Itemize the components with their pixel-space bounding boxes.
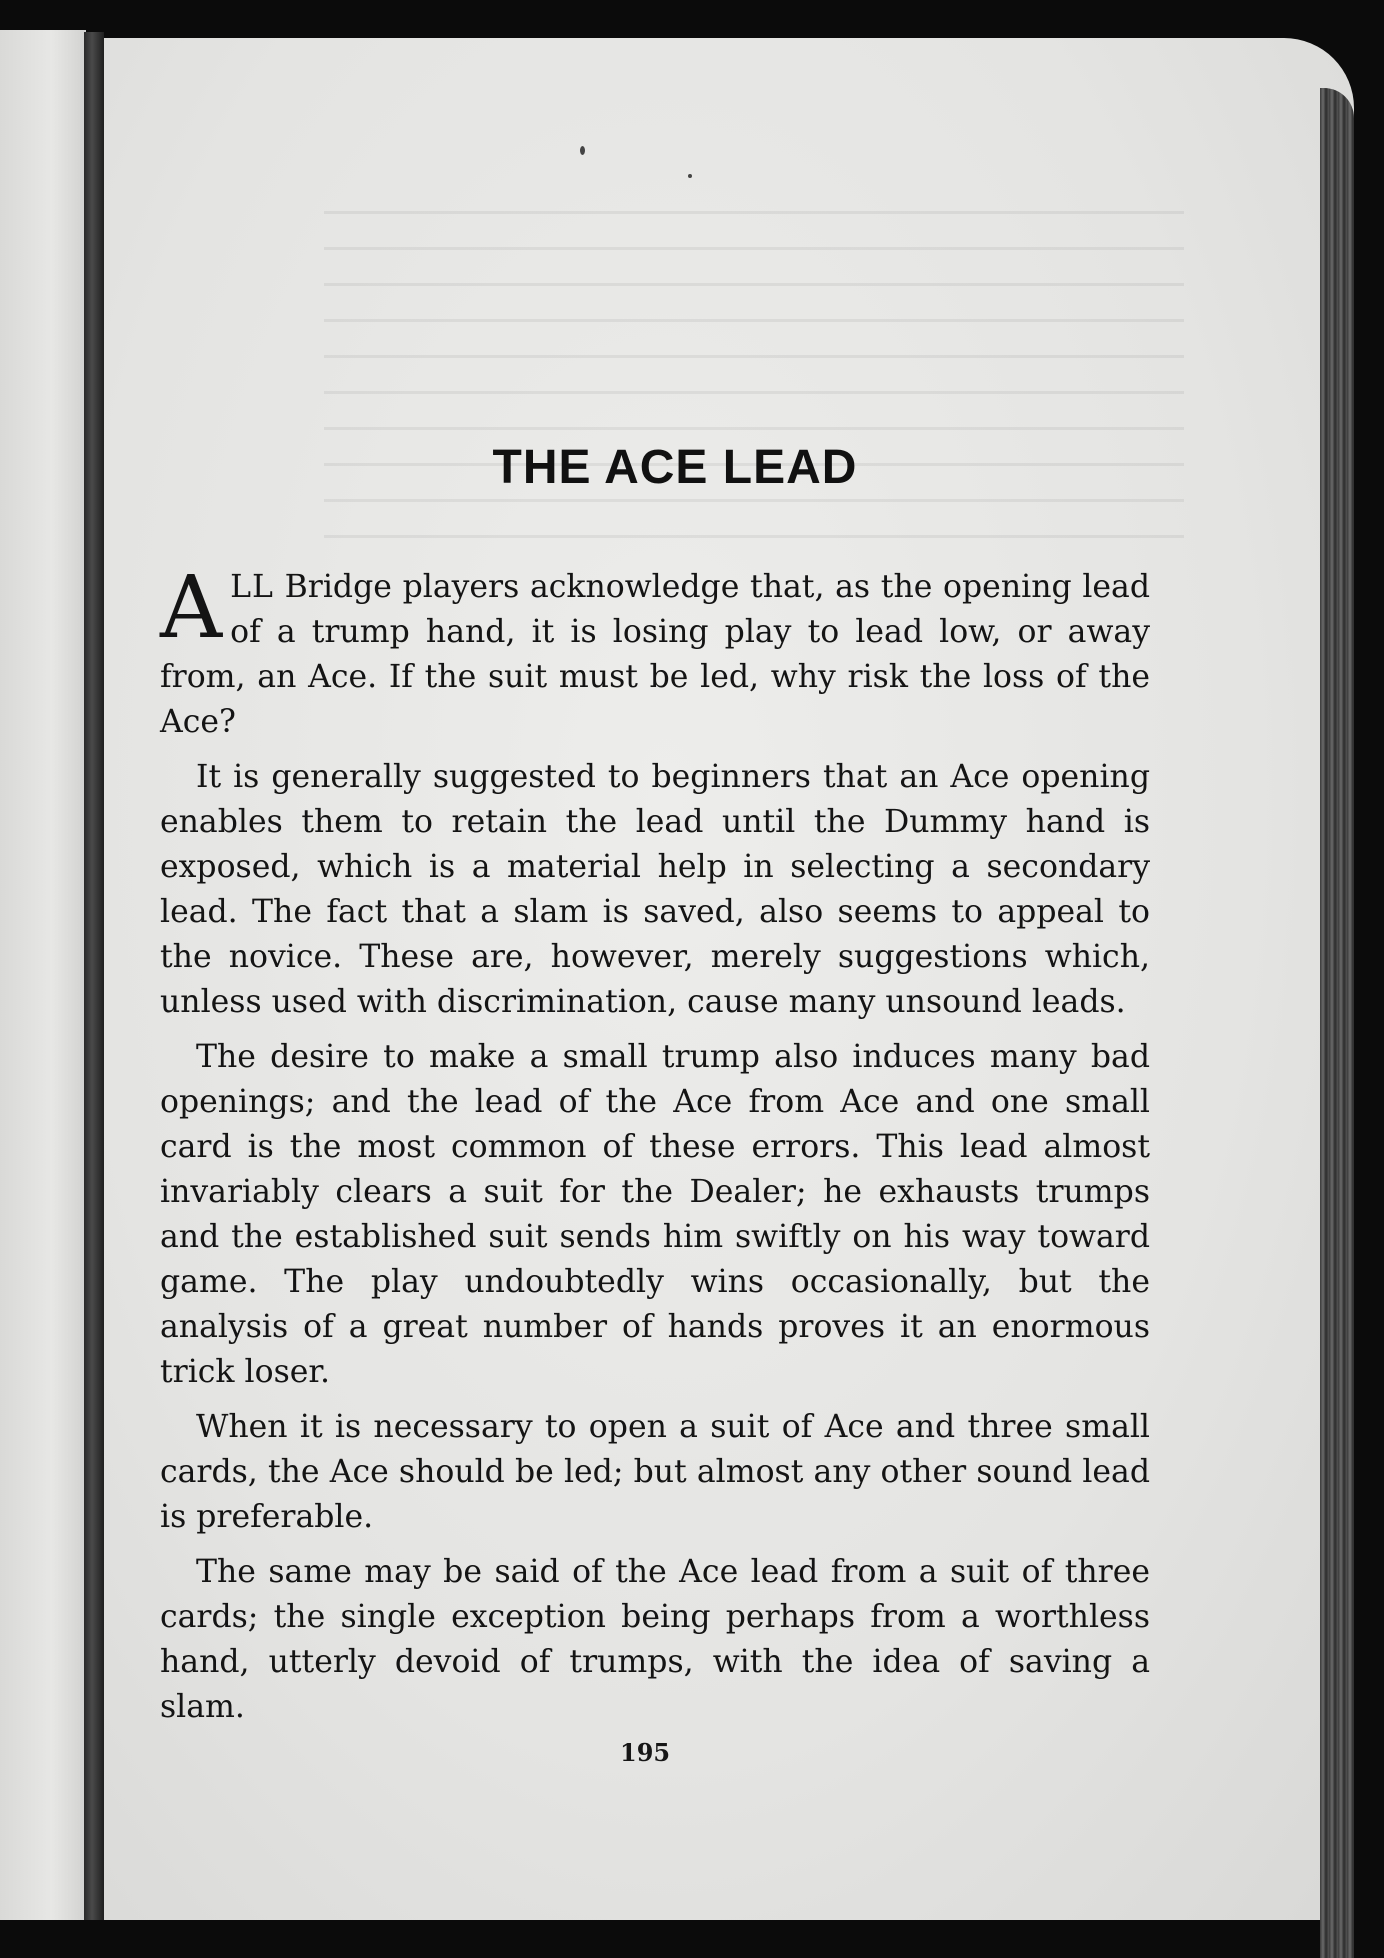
paragraph-5: The same may be said of the Ace lead from a suit of three cards; the single exception being perhaps from a worthless hand, utterly devoid of trumps, with the idea of saving a slam. xyxy=(160,1554,1150,1725)
paragraph-3: The desire to make a small trump also induces many bad openings; and the lead of the Ace from Ace and one small card is the most common of these errors. This lead almost invariably clears a suit for the Dealer; he exhausts trumps and the established suit sends him swiftly on his way toward game. The play undoubtedly wins occasionally, but the analysis of a great number of hands proves it an enormous trick loser. xyxy=(160,1039,1150,1390)
facing-page-edge xyxy=(0,30,86,1920)
book-gutter xyxy=(84,32,104,1920)
dust-speck xyxy=(688,174,692,178)
page-number: 195 xyxy=(620,1738,671,1767)
paragraph-4: When it is necessary to open a suit of Ace and three small cards, the Ace should be led; but almost any other sound lead is preferable. xyxy=(160,1409,1150,1535)
page-body xyxy=(160,440,1150,1740)
drop-cap: A xyxy=(160,558,223,658)
chapter-title: THE ACE LEAD xyxy=(492,441,858,494)
opening-smallcaps: LL xyxy=(230,569,274,605)
page-stack-edge xyxy=(1320,88,1354,1958)
paragraph-text: Bridge players acknowledge that, as the opening lead of a trump hand, it is losing play to lead low, or away from, an Ace. If the suit must be led, why risk the loss of the Ace? xyxy=(160,569,1150,740)
paragraph-1 xyxy=(160,558,1150,745)
paragraph-2: It is generally suggested to beginners that an Ace opening enables them to retain the lead until the Dummy hand is exposed, which is a material help in selecting a secondary lead. The fact that a slam is saved, also seems to appeal to the novice. These are, however, merely suggestions which, unless used with discrimination, cause many unsound leads. xyxy=(160,759,1150,1020)
dust-speck xyxy=(580,146,585,155)
